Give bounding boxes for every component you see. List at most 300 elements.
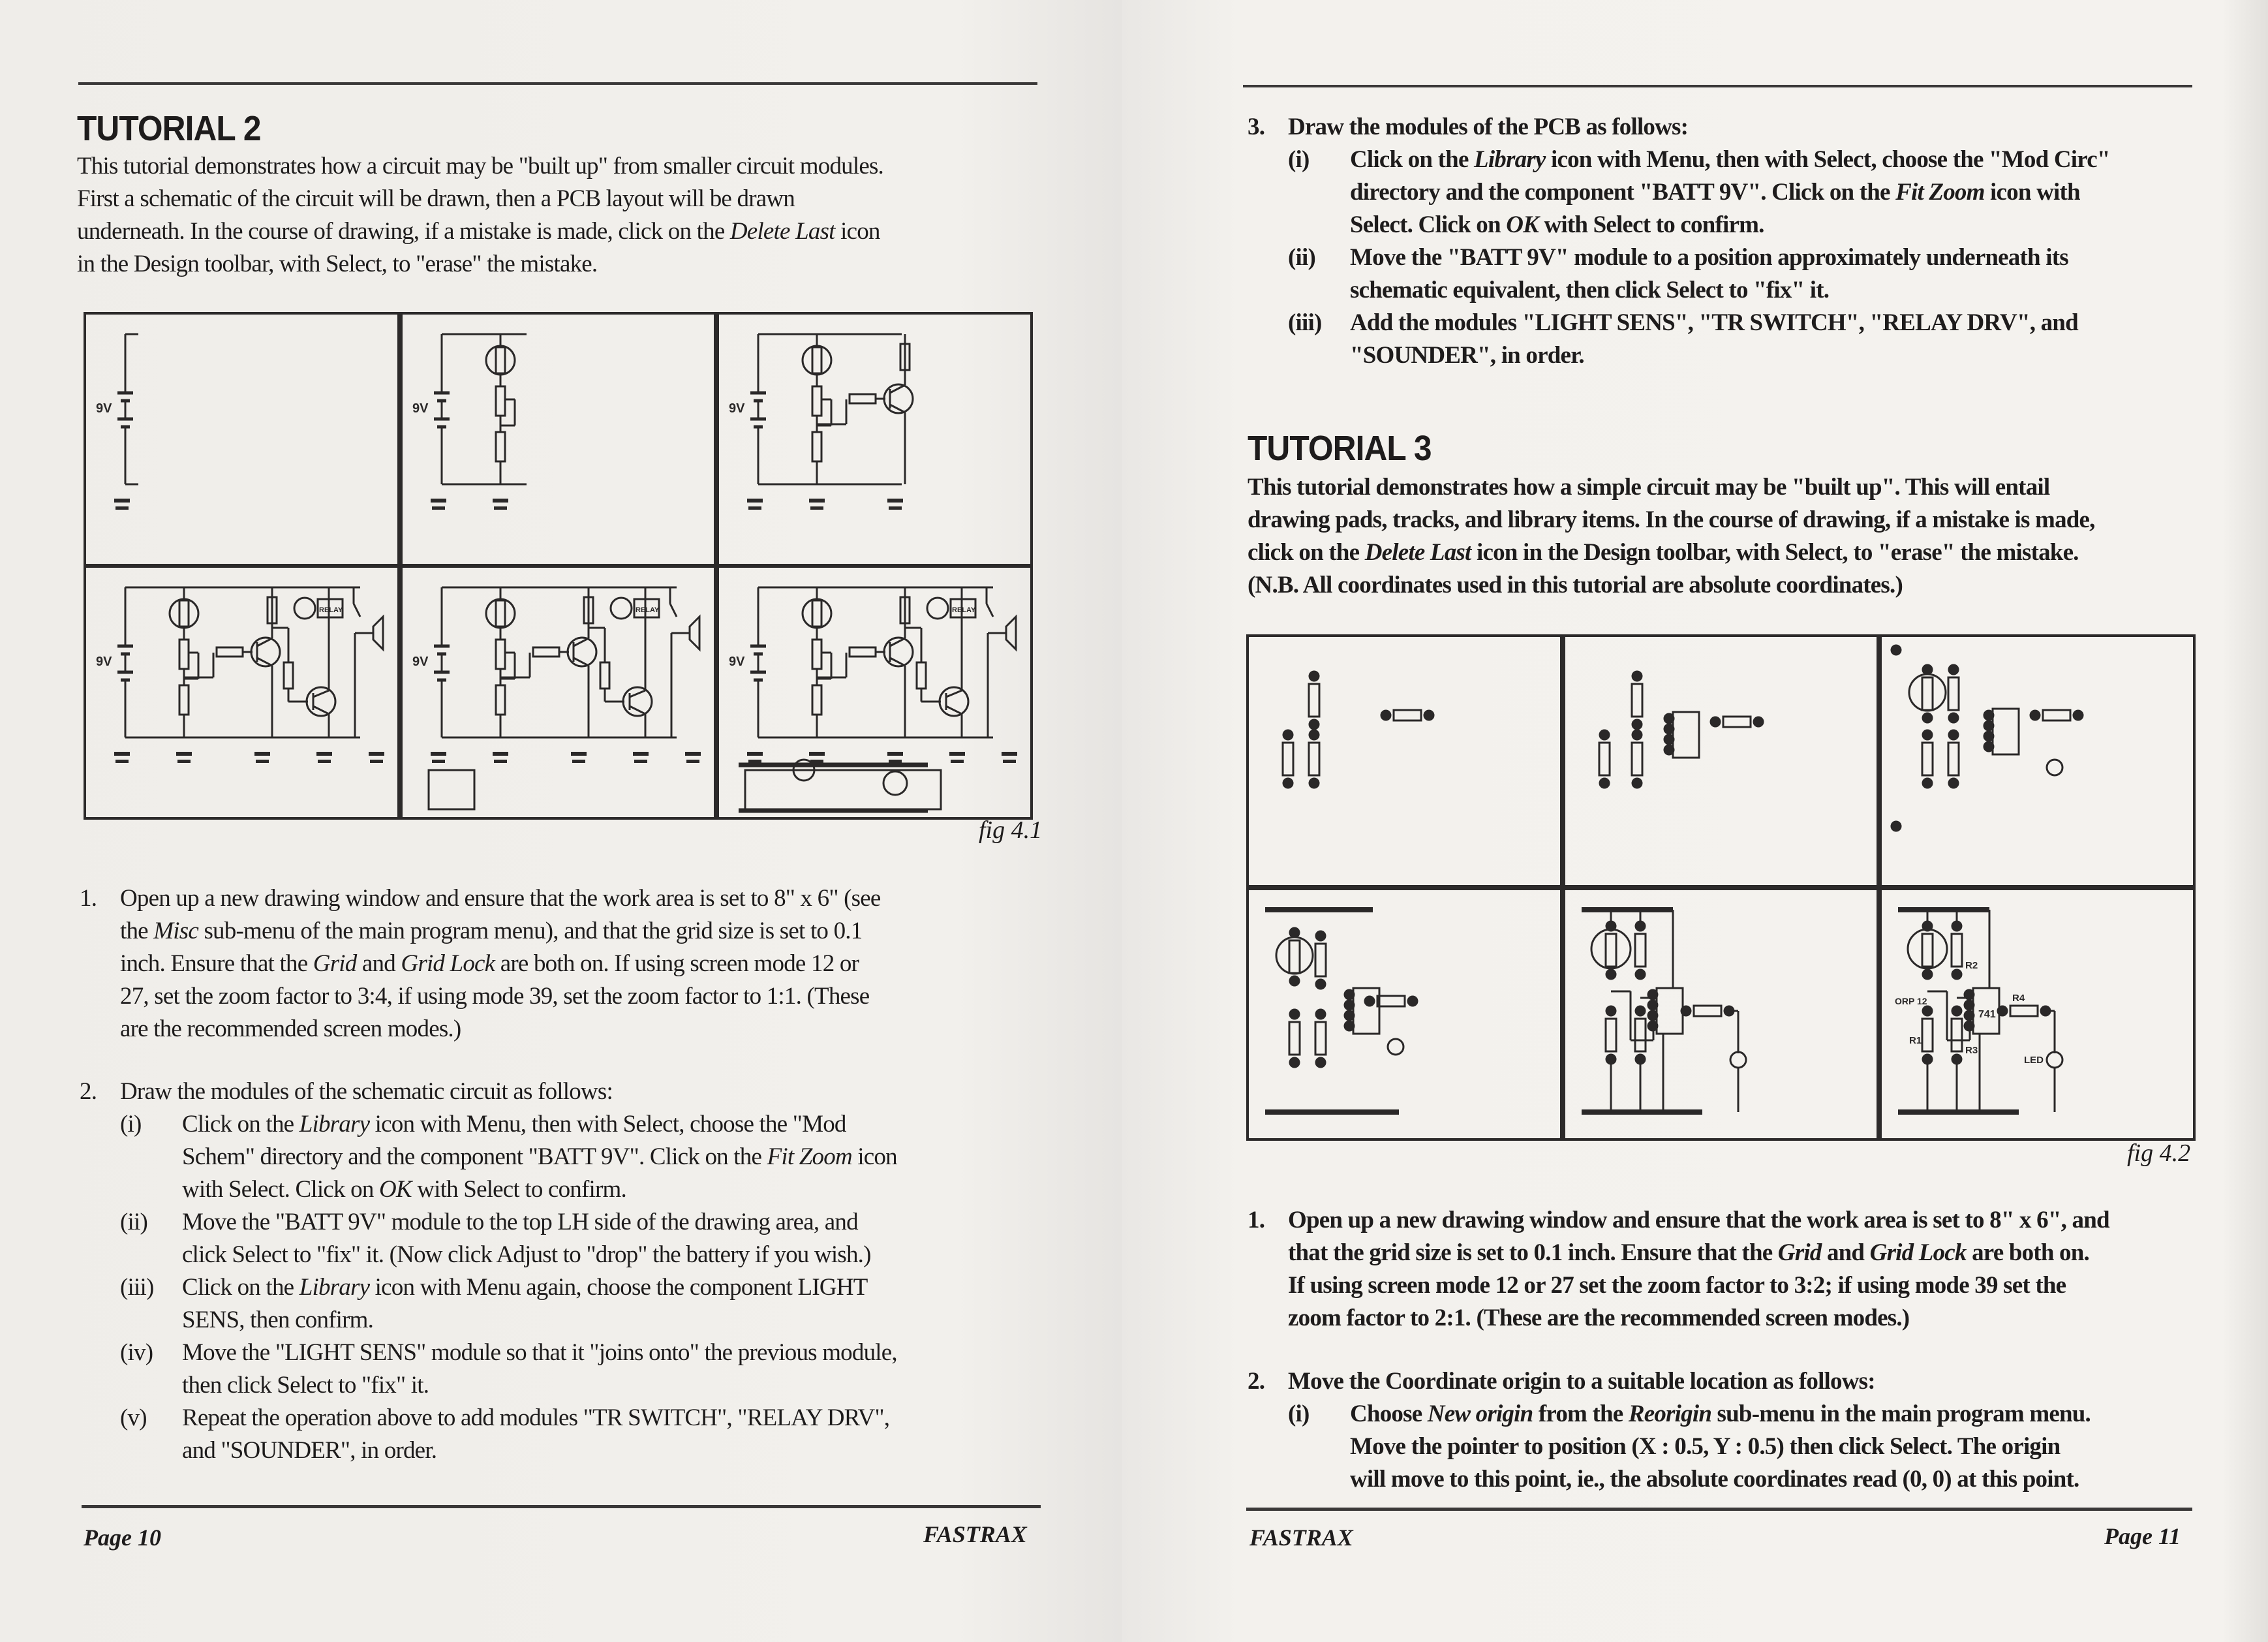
led-symbol (1388, 1039, 1403, 1055)
intro-line: First a schematic of the circuit will be drawn, then a PCB layout will be drawn (77, 185, 795, 212)
pcb-pad (1345, 1000, 1354, 1010)
bottom-rule (82, 1505, 1041, 1508)
led-label: LED (2024, 1055, 2044, 1066)
pcb-pad (1636, 1006, 1645, 1015)
resistor-symbol (1993, 709, 2019, 754)
sub-step-label: (iii) (120, 1274, 154, 1301)
pcb-outline (745, 770, 941, 809)
intro-text: underneath. In the course of drawing, if a mistake is made, click on the (77, 218, 730, 245)
relay-label: RELAY (952, 606, 976, 614)
module-caption-mark (432, 506, 445, 510)
module-caption-mark (432, 760, 445, 763)
resistor-symbol (1922, 743, 1933, 775)
step-text: with Select to confirm. (1539, 211, 1764, 238)
wire (946, 690, 962, 697)
step-text: directory and the component "BATT 9V". Click on the (1350, 179, 1896, 206)
figure-4-1 (84, 312, 1030, 821)
module-caption-mark (571, 752, 587, 756)
step-number: 3. (1248, 114, 1265, 140)
pcb-pad (883, 771, 907, 795)
step-line (1288, 1302, 2207, 1335)
resistor-symbol (1694, 1006, 1721, 1016)
ui-term: Fit Zoom (767, 1143, 852, 1170)
schematic-panel (716, 312, 1033, 566)
step-number: 2. (80, 1078, 97, 1105)
module-caption-mark (316, 752, 332, 756)
mounting-pad (1892, 822, 1901, 831)
top-rule (78, 82, 1037, 85)
schematic-panel (716, 565, 1033, 820)
resistor-symbol (1394, 710, 1421, 720)
r2-label: R2 (1965, 960, 1978, 971)
sub-step-label: (v) (120, 1404, 147, 1431)
mounting-pad (1892, 645, 1901, 655)
delete-last-term: Delete Last (729, 218, 835, 245)
circuit-drawing (403, 568, 714, 817)
resistor-symbol (1952, 934, 1962, 967)
step-text: click Select to "fix" it. (Now click Adjust to "drop" the battery if you wish.) (182, 1241, 871, 1268)
ui-term: Library (299, 1274, 370, 1301)
intro-line: This tutorial demonstrates how a circuit may be "built up" from smaller circuit modules. (77, 153, 884, 179)
sub-step-line (1350, 176, 2207, 209)
pcb-pad (1381, 711, 1390, 720)
circuit-drawing (1565, 637, 1877, 885)
module-caption-mark (889, 760, 902, 763)
wire (630, 690, 645, 697)
module-caption-mark (493, 752, 508, 756)
step-text: Draw the modules of the schematic circuit as follows: (120, 1078, 613, 1105)
step-text: and (1821, 1239, 1870, 1266)
pcb-pad (1606, 970, 1616, 979)
resistor-symbol (179, 685, 189, 715)
ui-term: New origin (1427, 1401, 1533, 1427)
step-text: inch. Ensure that the (120, 950, 313, 977)
sub-step-line (1350, 144, 2207, 176)
resistor-symbol (1309, 684, 1319, 717)
module-caption-mark (889, 506, 902, 510)
module-caption-mark (748, 760, 761, 763)
diode-symbol (611, 598, 632, 619)
pcb-pad (1290, 928, 1299, 937)
resistor-symbol (496, 600, 505, 627)
step-text: Select. Click on (1350, 211, 1507, 238)
module-caption-mark (887, 499, 903, 503)
ui-term: OK (379, 1176, 412, 1203)
led-symbol (2047, 760, 2062, 775)
r3-label: R3 (1965, 1045, 1978, 1056)
schematic-panel (84, 565, 400, 820)
pcb-pad (1290, 976, 1299, 985)
sub-step-line (182, 1271, 1052, 1304)
sub-step-label: (ii) (1288, 244, 1316, 271)
resistor-symbol (812, 432, 821, 461)
ui-term: Library (299, 1111, 370, 1138)
resistor-symbol (1632, 743, 1642, 775)
pcb-pad (1345, 990, 1354, 999)
module-caption-mark (177, 760, 191, 763)
intro-text: icon (835, 218, 880, 245)
step-number: 2. (1248, 1368, 1265, 1395)
resistor-symbol (812, 685, 821, 715)
led-symbol (2047, 1052, 2062, 1068)
pcb-pad (1923, 713, 1932, 722)
battery-label: 9V (412, 655, 429, 669)
resistor-symbol (1952, 1019, 1962, 1051)
resistor-symbol (496, 685, 505, 715)
transistor-symbol (307, 687, 335, 716)
step-text: and (356, 950, 401, 977)
pcb-panel (1246, 634, 1563, 888)
schematic-panel (400, 565, 716, 820)
step-text: sub-menu in the main program menu. (1711, 1401, 2091, 1427)
tutorial-3-heading: TUTORIAL 3 (1248, 429, 1432, 468)
pcb-pad (1923, 730, 1932, 739)
ui-term: Grid (1777, 1239, 1822, 1266)
pcb-pad (1283, 730, 1293, 739)
resistor-symbol (179, 600, 189, 627)
module-caption-mark (633, 752, 649, 756)
sub-step-line (1350, 241, 2207, 274)
resistor-symbol (850, 647, 876, 657)
step-text: Move the "BATT 9V" module to the top LH side of the drawing area, and (182, 1209, 858, 1235)
step-line (1288, 1365, 2207, 1398)
ui-term: Grid (313, 950, 357, 977)
ldr-symbol (486, 346, 515, 375)
pcb-pad (1952, 970, 1961, 979)
pcb-pad (1632, 720, 1642, 729)
step-text: icon with Menu again, choose the component LIGHT (369, 1274, 868, 1301)
battery-label: 9V (729, 401, 745, 416)
resistor-symbol (1673, 712, 1699, 758)
step-line (1288, 1269, 2207, 1302)
pcb-pad (1636, 970, 1645, 979)
resistor-symbol (1922, 934, 1933, 967)
step-line (120, 882, 1052, 915)
figure-label: fig 4.1 (979, 816, 1043, 844)
pcb-pad (1984, 742, 1993, 751)
battery-label: 9V (729, 655, 745, 669)
figure-label: fig 4.2 (2127, 1139, 2191, 1167)
resistor-symbol (217, 647, 243, 657)
battery-label: 9V (96, 401, 112, 416)
pcb-pad (1316, 1010, 1325, 1019)
module-caption-mark (686, 760, 699, 763)
resistor-symbol (1289, 940, 1300, 973)
step-text: schematic equivalent, then click Select to "fix" it. (1350, 277, 1830, 303)
pcb-pad (1290, 1010, 1299, 1019)
step-number: 1. (1248, 1207, 1265, 1233)
step-text: drawing pads, tracks, and library items. In the course of drawing, if a mistake is made, (1248, 506, 2095, 533)
relay-label: RELAY (319, 606, 343, 614)
pcb-pad (1711, 717, 1720, 726)
bottom-rule (1246, 1508, 2192, 1511)
pcb-pad (1923, 665, 1932, 674)
pcb-pad (1984, 732, 1993, 741)
intro-line (1248, 569, 2213, 602)
pcb-pad (1310, 779, 1319, 788)
resistor-symbol (496, 640, 505, 669)
pcb-pad (1316, 980, 1325, 989)
resistor-symbol (1606, 1019, 1616, 1051)
module-caption-mark (115, 760, 129, 763)
pcb-panel (1879, 888, 2196, 1141)
module-caption-mark (494, 506, 507, 510)
step-text: If using screen mode 12 or 27 set the zoom factor to 3:2; if using mode 39 set the (1288, 1272, 2066, 1299)
step-text: icon with Menu, then with Select, choose the "Mod (369, 1111, 846, 1138)
resistor-symbol (2010, 1006, 2038, 1016)
module-caption-mark (1002, 752, 1017, 756)
step-text: with Select. Click on (182, 1176, 379, 1203)
module-caption-mark (254, 752, 270, 756)
step-line (120, 915, 1052, 948)
circuit-drawing (1882, 890, 2193, 1138)
resistor-symbol (812, 347, 821, 373)
sub-step-line (1350, 339, 2207, 372)
sub-step-label: (i) (1288, 146, 1310, 173)
step-line (1288, 1237, 2207, 1269)
module-caption-mark (370, 760, 383, 763)
transistor-symbol (623, 687, 652, 716)
battery-label: 9V (412, 401, 429, 416)
diode-symbol (927, 598, 948, 619)
pcb-pad (1424, 711, 1433, 720)
r4-label: R4 (2012, 993, 2025, 1004)
ldr-symbol (803, 346, 831, 375)
figure-4-2 (1246, 634, 2192, 1140)
wire (946, 706, 962, 714)
step-text: Repeat the operation above to add modules "TR SWITCH", "RELAY DRV", (182, 1404, 890, 1431)
pcb-pad (1408, 997, 1417, 1006)
pcb-pad (1664, 745, 1674, 754)
schematic-panel (84, 312, 400, 566)
module-caption-mark (493, 499, 508, 503)
circuit-drawing (1565, 890, 1877, 1138)
pcb-pad (1949, 665, 1958, 674)
step-text: icon (851, 1143, 897, 1170)
wire (987, 604, 993, 617)
pcb-outline (429, 770, 474, 809)
resistor-symbol (1948, 677, 1959, 710)
module-caption-mark (887, 752, 903, 756)
ldr-symbol (803, 599, 831, 628)
pcb-pad (1600, 730, 1609, 739)
wire (354, 604, 360, 617)
page-number: Page 10 (84, 1525, 161, 1551)
intro-line (1248, 504, 2213, 536)
ldr-symbol (1591, 929, 1631, 968)
step-text: Schem" directory and the component "BATT 9V". Click on the (182, 1143, 767, 1170)
step-text: will move to this point, ie., the absolute coordinates read (0, 0) at this point. (1350, 1466, 2079, 1493)
resistor-symbol (1315, 944, 1326, 976)
circuit-drawing (1249, 890, 1560, 1138)
ic-label: 741 (1978, 1009, 1996, 1020)
step-text: Open up a new drawing window and ensure that the work area is set to 8" x 6", and (1288, 1207, 2109, 1233)
step-text: Click on the (182, 1111, 299, 1138)
step-line (1288, 1204, 2207, 1237)
resistor-symbol (1948, 743, 1959, 775)
sub-step-line (1350, 1398, 2207, 1431)
resistor-symbol (284, 662, 293, 689)
resistor-symbol (1283, 743, 1293, 775)
resistor-symbol (600, 662, 609, 689)
sub-step-label: (i) (120, 1111, 142, 1138)
circuit-drawing (1249, 637, 1560, 885)
step-line (120, 948, 1052, 980)
step-text: from the (1533, 1401, 1629, 1427)
step-text: Move the pointer to position (X : 0.5, Y : 0.5) then click Select. The origin (1350, 1433, 2061, 1460)
module-caption-mark (949, 752, 965, 756)
step-text: sub-menu of the main program menu), and that the grid size is set to 0.1 (198, 918, 863, 944)
pcb-pad (1310, 672, 1319, 681)
diode-symbol (294, 598, 315, 619)
ui-term: Misc (153, 918, 198, 944)
footer-title: FASTRAX (1249, 1525, 1353, 1551)
step-line (120, 980, 1052, 1013)
pcb-pad (1949, 713, 1958, 722)
sub-step-label: (i) (1288, 1401, 1310, 1427)
right-page (1122, 0, 2268, 1642)
module-caption-mark (1003, 760, 1016, 763)
ldr-symbol (486, 599, 515, 628)
intro-line (1248, 536, 2213, 569)
module-caption-mark (809, 499, 825, 503)
resistor-symbol (1922, 677, 1933, 710)
left-page (0, 0, 1122, 1642)
pcb-panel (1563, 888, 1879, 1141)
intro-line (77, 215, 1043, 248)
step-text: Draw the modules of the PCB as follows: (1288, 114, 1689, 140)
step-text: Move the "LIGHT SENS" module so that it "joins onto" the previous module, (182, 1339, 897, 1366)
pcb-pad (1984, 721, 1993, 730)
pcb-pad (1365, 997, 1374, 1006)
resistor-symbol (1377, 996, 1405, 1006)
module-caption-mark (114, 752, 130, 756)
sub-step-line (1350, 1431, 2207, 1463)
resistor-symbol (1353, 988, 1379, 1034)
step-text: "SOUNDER", in order. (1350, 342, 1584, 369)
pcb-pad (1632, 779, 1642, 788)
ldr-label: ORP 12 (1895, 996, 1927, 1006)
relay-label: RELAY (636, 606, 660, 614)
step-number: 1. (80, 885, 97, 912)
step-text: are both on. If using screen mode 12 or (495, 950, 859, 977)
pcb-pad (1949, 779, 1958, 788)
sub-step-line (182, 1141, 1052, 1173)
resistor-symbol (1599, 743, 1610, 775)
sub-step-line (1350, 274, 2207, 307)
ui-term: Fit Zoom (1895, 179, 1985, 206)
resistor-symbol (1315, 1022, 1326, 1055)
intro-line (1248, 471, 2213, 504)
module-caption-mark (810, 760, 823, 763)
step-text: (N.B. All coordinates used in this tutorial are absolute coordinates.) (1248, 572, 1903, 598)
module-caption-mark (747, 752, 763, 756)
pcb-pad (1606, 1006, 1616, 1015)
module-caption-mark (431, 499, 446, 503)
pcb-pad (1648, 1000, 1657, 1010)
step-text: This tutorial demonstrates how a simple circuit may be "built up". This will entail (1248, 474, 2050, 501)
ui-term: Reorigin (1628, 1401, 1712, 1427)
pcb-pad (1998, 1006, 2007, 1015)
ui-term: Library (1474, 146, 1546, 173)
ldr-symbol (170, 599, 198, 628)
resistor-symbol (1632, 684, 1642, 717)
resistor-symbol (1309, 743, 1319, 775)
sub-step-line (1350, 209, 2207, 241)
pcb-pad (2030, 711, 2040, 720)
resistor-symbol (496, 386, 505, 416)
step-text: click on the (1248, 539, 1365, 566)
step-text: 27, set the zoom factor to 3:4, if using mode 39, set the zoom factor to 1:1. (These (120, 983, 870, 1010)
step-text: that the grid size is set to 0.1 inch. Ensure that the (1288, 1239, 1778, 1266)
sub-step-line (182, 1108, 1052, 1141)
step-text: and "SOUNDER", in order. (182, 1437, 437, 1464)
sounder-symbol (1006, 617, 1016, 649)
sub-step-line (182, 1402, 1052, 1434)
step-text: with Select to confirm. (411, 1176, 626, 1203)
sub-step-label: (iii) (1288, 309, 1322, 336)
pcb-pad (1310, 720, 1319, 729)
step-text: Move the "BATT 9V" module to a position approximately underneath its (1350, 244, 2068, 271)
battery-label: 9V (96, 655, 112, 669)
sub-step-label: (ii) (120, 1209, 148, 1235)
step-text: SENS, then confirm. (182, 1307, 374, 1333)
tutorial-2-heading: TUTORIAL 2 (77, 109, 261, 148)
pcb-pad (1283, 779, 1293, 788)
ldr-symbol (1276, 937, 1313, 974)
pcb-pad (1632, 672, 1642, 681)
pcb-pad (1345, 1021, 1354, 1030)
step-line (120, 1013, 1052, 1046)
step-text: Choose (1350, 1401, 1428, 1427)
sub-step-label: (iv) (120, 1339, 153, 1366)
circuit-drawing (1882, 637, 2193, 885)
ldr-symbol (1909, 674, 1946, 711)
module-caption-mark (572, 760, 585, 763)
top-rule (1243, 85, 2192, 87)
sub-step-line (182, 1434, 1052, 1467)
pcb-pad (1316, 931, 1325, 940)
resistor-symbol (1635, 1019, 1646, 1051)
sub-step-line (182, 1304, 1052, 1337)
pcb-panel (1246, 888, 1563, 1141)
resistor-symbol (496, 432, 505, 461)
pcb-pad (1949, 730, 1958, 739)
step-text: icon with Menu, then with Select, choose the "Mod Circ" (1545, 146, 2110, 173)
step-line (1288, 111, 2207, 144)
step-text: Click on the (182, 1274, 299, 1301)
sub-step-line (182, 1337, 1052, 1369)
module-caption-mark (747, 499, 763, 503)
resistor-symbol (533, 647, 559, 657)
pcb-pad (1952, 1006, 1961, 1015)
circuit-drawing (719, 568, 1030, 817)
pcb-pad (1923, 1006, 1932, 1015)
page-number: Page 11 (2104, 1523, 2181, 1549)
module-caption-mark (114, 499, 130, 503)
tutorial-3-intro (1248, 471, 2213, 602)
ui-term: Delete Last (1364, 539, 1471, 566)
sounder-symbol (690, 617, 699, 649)
module-caption-mark (256, 760, 269, 763)
resistor-symbol (2043, 710, 2070, 720)
resistor-symbol (1922, 1019, 1933, 1051)
module-caption-mark (810, 506, 823, 510)
sounder-symbol (373, 617, 383, 649)
sub-step-line (1350, 1463, 2207, 1496)
ui-term: Grid Lock (401, 950, 495, 977)
pcb-pad (1923, 970, 1932, 979)
